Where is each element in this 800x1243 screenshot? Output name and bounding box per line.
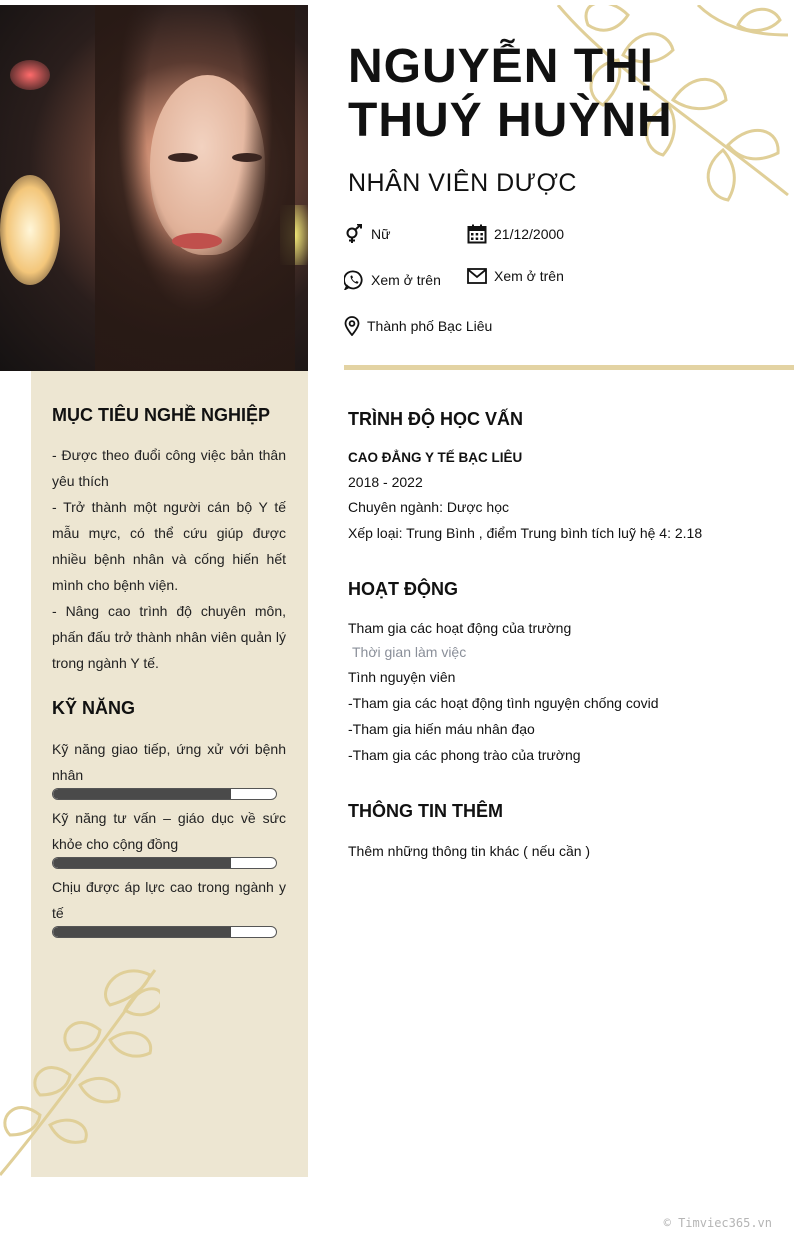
job-title: NHÂN VIÊN DƯỢC [348,169,577,197]
phone-value: Xem ở trên [371,272,441,288]
objective-heading: MỤC TIÊU NGHỀ NGHIỆP [52,405,271,425]
gender-info [344,224,390,244]
activity-item: -Tham gia hiến máu nhân đạo [348,721,535,737]
skill-label: Chịu được áp lực cao trong ngành y tế [52,879,286,921]
calendar-icon [467,224,487,244]
phone-icon [344,270,364,290]
school-name: CAO ĐẲNG Y TẾ BẠC LIÊU [348,450,523,465]
activity-title: Tham gia các hoạt động của trường [348,620,572,636]
birthday-value: 21/12/2000 [494,226,565,242]
skill-label: Kỹ năng giao tiếp, ứng xử với bệnh nhân [52,741,286,783]
education-grade: Xếp loại: Trung Bình , điểm Trung bình tích luỹ hệ 4: 2.18 [348,525,703,541]
gender-value: Nữ [371,226,391,242]
objective-text: - Được theo đuổi công việc bản thân yêu thích - Trở thành một người cán bộ Y tế mẫu mực, có thể cứu giúp được nhiều bệnh nhân và cống hiến hết mình cho bệnh viện. - Nâng cao trình độ chuyên môn, phấn đấu trở thành nhân viên quản lý trong ngành Y tế. [52,447,286,671]
header-divider [344,365,794,370]
leaf-decoration-bottom-left [0,965,160,1180]
activities-heading: HOẠT ĐỘNG [348,579,458,599]
birthday-info [467,224,564,244]
skill-bar [52,926,277,938]
extra-info-text: Thêm những thông tin khác ( nếu cần ) [348,843,591,859]
email-value: Xem ở trên [494,268,564,284]
skill-bar-fill [53,858,231,868]
location-icon [344,316,360,336]
activity-item: -Tham gia các phong trào của trường [348,747,581,763]
address-value: Thành phố Bạc Liêu [367,318,493,334]
name-line-2: THUÝ HUỲNH [348,94,673,147]
skill-bar-fill [53,927,231,937]
phone-info [344,270,441,290]
name-line-1: NGUYỄN THỊ [348,40,655,93]
activity-item: -Tham gia các hoạt động tình nguyện chống covid [348,695,659,711]
activity-time: Thời gian làm việc [352,644,467,660]
skill-bar-fill [53,789,231,799]
skill-label: Kỹ năng tư vấn – giáo dục về sức khỏe cho cộng đồng [52,810,286,852]
footer-copyright: © Timviec365.vn [663,1216,772,1230]
gender-icon [344,224,364,244]
education-major: Chuyên ngành: Dược học [348,499,509,515]
skills-heading: KỸ NĂNG [52,698,136,718]
email-info [467,268,564,284]
skill-bar [52,788,277,800]
address-info [344,316,492,336]
candidate-name [348,40,673,148]
education-years: 2018 - 2022 [348,474,423,490]
mail-icon [467,268,487,284]
activity-role: Tình nguyện viên [348,669,456,685]
skill-bar [52,857,277,869]
extra-info-heading: THÔNG TIN THÊM [348,801,503,821]
education-heading: TRÌNH ĐỘ HỌC VẤN [348,409,523,429]
profile-photo [0,5,308,371]
